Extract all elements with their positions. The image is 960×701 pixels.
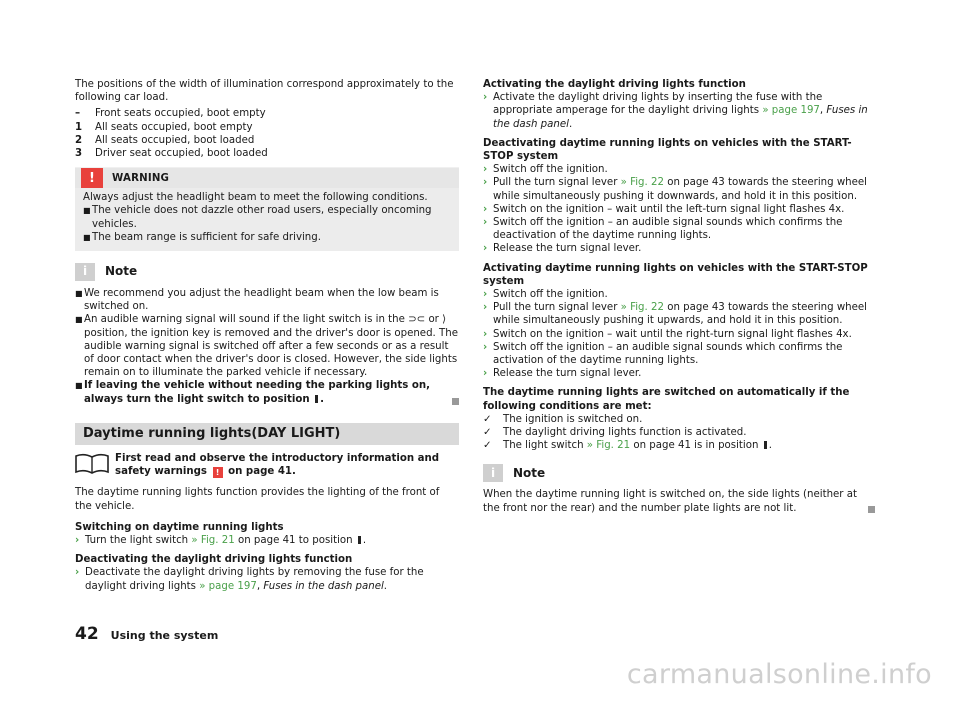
end-mark-icon xyxy=(452,398,459,405)
light-position-icon xyxy=(315,395,318,403)
step-item: › Switch off the ignition. xyxy=(483,164,608,176)
warning-box xyxy=(75,167,459,251)
step-item: › Switch on the ignition – wait until the left-turn signal light flashes 4x. xyxy=(483,203,845,215)
step-item: › Switch on the ignition – wait until the right-turn signal light flashes 4x. xyxy=(483,328,852,340)
auto-conditions-heading: The daytime running lights are switched on automatically if the following conditions are met: xyxy=(483,387,850,412)
step-item: › Pull the turn signal lever » Fig. 22 on page 43 towards the steering wheel while simultaneously pushing it upwards, and hold it in this position. xyxy=(483,302,867,327)
daytime-description: The daytime running lights function provides the lighting of the front of the vehicle. xyxy=(75,487,440,512)
note-header xyxy=(75,263,459,281)
end-mark-icon xyxy=(868,506,875,513)
step-item: › Activate the daylight driving lights by inserting the fuse with the appropriate amperage for the daylight driving lights » page 197, Fuses in the dash panel. xyxy=(483,92,868,130)
fig-link[interactable]: » Fig. 22 xyxy=(620,302,664,314)
book-icon xyxy=(75,452,109,474)
step-item: › Switch off the ignition – an audible signal sounds which confirms the activation of the daytime running lights. xyxy=(483,341,843,367)
note-item: ■ If leaving the vehicle without needing the parking lights on, always turn the light switch to position . xyxy=(75,380,431,405)
info-icon: i xyxy=(75,263,95,281)
step-item: › Switch off the ignition. xyxy=(483,289,608,301)
activate-ss-heading: Activating daytime running lights on vehicles with the START-STOP system xyxy=(483,262,868,287)
step-item: › Turn the light switch » Fig. 21 on page 41 to position . xyxy=(75,535,367,547)
deactivate-heading: Deactivating the daylight driving lights function xyxy=(75,554,353,566)
warning-item: ■ The vehicle does not dazzle other road users, especially oncoming vehicles. xyxy=(83,205,432,230)
step-item: › Switch off the ignition – an audible signal sounds which confirms the deactivation of the daytime running lights. xyxy=(483,217,843,242)
chapter-label: Using the system xyxy=(110,629,219,642)
condition-item: ✓ The ignition is switched on. xyxy=(483,413,643,425)
note-item: ■ We recommend you adjust the headlight beam when the low beam is switched on. xyxy=(75,288,439,313)
info-icon: i xyxy=(483,464,503,482)
note-title: Note xyxy=(105,264,138,279)
intro-text: The positions of the width of illumination correspond approximately to the following car load. xyxy=(75,79,454,104)
page-link[interactable]: » page 197 xyxy=(199,580,257,592)
warning-lead: Always adjust the headlight beam to meet the following conditions. xyxy=(83,192,428,204)
fig-link[interactable]: » Fig. 21 xyxy=(191,535,235,547)
fig-link[interactable]: » Fig. 21 xyxy=(586,440,631,452)
legend-row: 1 All seats occupied, boot empty xyxy=(75,121,253,133)
legend-row: 2 All seats occupied, boot loaded xyxy=(75,134,255,146)
note-body xyxy=(483,488,875,517)
warning-title: WARNING xyxy=(112,172,170,184)
watermark: carmanualsonline.info xyxy=(626,659,932,690)
condition-item: ✓ The light switch » Fig. 21 on page 41 is in position . xyxy=(483,440,772,452)
note-body xyxy=(75,287,459,409)
warning-icon: ! xyxy=(81,168,103,188)
warning-body xyxy=(75,188,459,251)
left-column xyxy=(75,78,459,593)
light-position-icon xyxy=(764,441,767,449)
deactivate-ss-heading: Deactivating daytime running lights on vehicles with the START-STOP system xyxy=(483,137,852,163)
note-header xyxy=(483,464,875,482)
page-link[interactable]: » page 197 xyxy=(762,105,820,117)
note-text: When the daytime running light is switched on, the side lights (neither at the front nor the rear) and the number plate lights are not lit. xyxy=(483,489,857,514)
activate-heading: Activating the daylight driving lights function xyxy=(483,79,746,90)
step-item: › Release the turn signal lever. xyxy=(483,368,642,380)
step-item: › Release the turn signal lever. xyxy=(483,243,642,255)
load-legend xyxy=(75,107,459,160)
legend-row: 3 Driver seat occupied, boot loaded xyxy=(75,148,268,160)
right-column xyxy=(483,78,875,517)
step-item: › Pull the turn signal lever » Fig. 22 on page 43 towards the steering wheel while simultaneously pushing it downwards, and hold it in this position. xyxy=(483,177,867,202)
read-first-notice: First read and observe the introductory information and safety warnings ! on page 41. xyxy=(75,452,459,478)
step-item: › Deactivate the daylight driving lights by removing the fuse for the daylight driving lights » page 197, Fuses in the dash panel. xyxy=(75,567,424,592)
condition-item: ✓ The daylight driving lights function is activated. xyxy=(483,427,747,439)
note-item: ■ An audible warning signal will sound if the light switch is in the ⊃⊂ or ⟩ position, the ignition key is removed and the driver's door is opened. The audible warning signal is switched off after a few seconds or as a result of door contact when the driver's door is closed. However, the side lights remain on to illuminate the parked vehicle if necessary. xyxy=(75,314,458,379)
note-title: Note xyxy=(513,465,546,480)
legend-row: – Front seats occupied, boot empty xyxy=(75,108,266,120)
warning-icon: ! xyxy=(213,467,223,478)
section-title: Daytime running lights(DAY LIGHT) xyxy=(75,423,459,445)
fig-link[interactable]: » Fig. 22 xyxy=(620,177,664,189)
page-number: 42 xyxy=(75,624,99,644)
page-footer xyxy=(75,624,219,644)
warning-header xyxy=(75,167,459,188)
warning-item: ■ The beam range is sufficient for safe driving. xyxy=(83,231,321,243)
switch-on-heading: Switching on daytime running lights xyxy=(75,521,284,533)
light-position-icon xyxy=(358,536,361,544)
